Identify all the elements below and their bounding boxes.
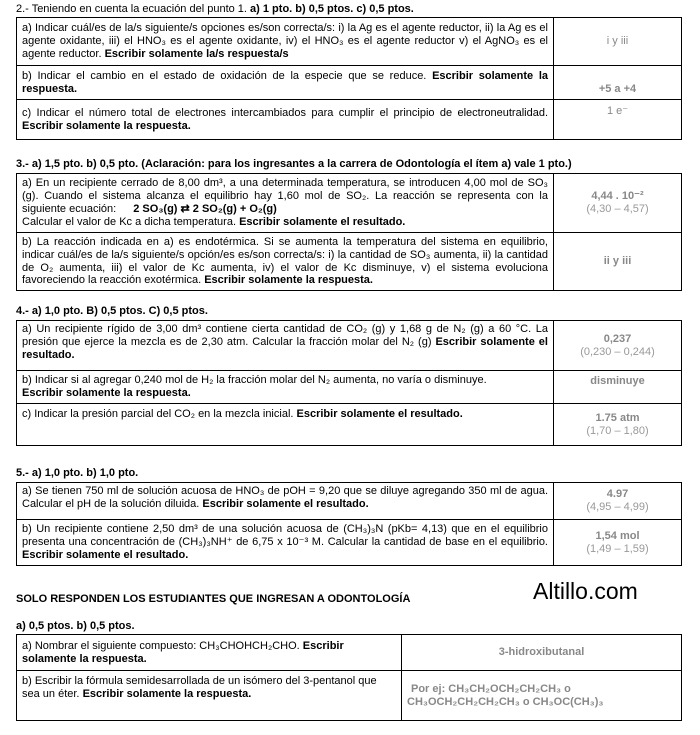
q2-a-question: a) Indicar cuál/es de la/s siguiente/s opciones es/son correcta/s: i) la Ag es el agente reductor, ii) la Ag es el agente oxidante, iii) el HNO₃ es el agente oxidante, iv) el HNO₃ es el agente reductor v) el AgNO₃ es el agente reductor. Escribir solamente la/s respuesta/s <box>17 18 554 66</box>
q4-row-a <box>17 321 682 371</box>
q2-b-answer: +5 a +4 <box>554 66 682 100</box>
odonto-title: SOLO RESPONDEN LOS ESTUDIANTES QUE INGRESAN A ODONTOLOGÍA <box>16 593 411 605</box>
q2-row-a <box>17 18 682 66</box>
q4-c-answer: 1.75 atm (1,70 – 1,80) <box>554 404 682 446</box>
q2-header-points: a) 1 pto. b) 0,5 ptos. c) 0,5 ptos. <box>250 3 414 15</box>
q2-c-question: c) Indicar el número total de electrones intercambiados para cumplir el principio de electroneutralidad. Escribir solamente la respuesta. <box>17 100 554 140</box>
q4-a-answer: 0,237 (0,230 – 0,244) <box>554 321 682 371</box>
odonto-a-answer: 3-hidroxibutanal <box>402 635 682 671</box>
q5-b-answer: 1,54 mol (1,49 – 1,59) <box>554 520 682 566</box>
q4-c-question: c) Indicar la presión parcial del CO₂ en la mezcla inicial. Escribir solamente el resultado. <box>17 404 554 446</box>
odonto-row-b <box>17 671 682 721</box>
q4-row-b <box>17 371 682 404</box>
odonto-b-answer: Por ej: CH₃CH₂OCH₂CH₂CH₃ o CH₃OCH₂CH₂CH₂CH₃ o CH₃OC(CH₃)₃ <box>402 671 682 721</box>
q3-table <box>16 173 682 291</box>
brand-watermark: Altillo.com <box>533 578 638 604</box>
q4-b-answer: disminuye <box>554 371 682 404</box>
q4-header: 4.- a) 1,0 pto. B) 0,5 ptos. C) 0,5 ptos. <box>16 305 208 317</box>
q2-b-question: b) Indicar el cambio en el estado de oxidación de la especie que se reduce. Escribir solamente la respuesta. <box>17 66 554 100</box>
q5-table <box>16 482 682 566</box>
q5-a-answer: 4.97 (4,95 – 4,99) <box>554 483 682 520</box>
q2-header <box>16 3 414 16</box>
q4-b-question: b) Indicar si al agregar 0,240 mol de H₂ la fracción molar del N₂ aumenta, no varía o disminuye. Escribir solamente la respuesta. <box>17 371 554 404</box>
q3-a-answer: 4,44 . 10⁻² (4,30 – 4,57) <box>554 174 682 233</box>
q2-c-answer: 1 e⁻ <box>554 100 682 140</box>
q4-a-question: a) Un recipiente rígido de 3,00 dm³ contiene cierta cantidad de CO₂ (g) y 1,68 g de N₂ (g) a 60 °C. La presión que ejerce la mezcla es de 2,30 atm. Calcular la fracción molar del N₂ (g) Escribir solamente el resultado. <box>17 321 554 371</box>
q5-b-question: b) Un recipiente contiene 2,50 dm³ de una solución acuosa de (CH₃)₃N (pKb= 4,13) que en el equilibrio presenta una concentración de (CH₃)₃NH⁺ de 6,75 x 10⁻³ M. Calcular la cantidad de base en el equilibrio. Escribir solamente el resultado. <box>17 520 554 566</box>
q2-a-answer: i y iii <box>554 18 682 66</box>
q3-row-b <box>17 233 682 291</box>
q5-row-b <box>17 520 682 566</box>
odonto-b-question: b) Escribir la fórmula semidesarrollada de un isómero del 3-pentanol que sea un éter. Escribir solamente la respuesta. <box>17 671 402 721</box>
q2-row-c <box>17 100 682 140</box>
q5-a-question: a) Se tienen 750 ml de solución acuosa de HNO₃ de pOH = 9,20 que se diluye agregando 350 ml de agua. Calcular el pH de la solución diluida. Escribir solamente el resultado. <box>17 483 554 520</box>
q4-table <box>16 320 682 446</box>
q5-header: 5.- a) 1,0 pto. b) 1,0 pto. <box>16 467 139 479</box>
q2-table <box>16 17 682 140</box>
q5-row-a <box>17 483 682 520</box>
odonto-a-question: a) Nombrar el siguiente compuesto: CH₃CHOHCH₂CHO. Escribir solamente la respuesta. <box>17 635 402 671</box>
q2-header-text: 2.- Teniendo en cuenta la ecuación del punto 1. <box>16 3 247 15</box>
q3-header: 3.- a) 1,5 pto. b) 0,5 pto. (Aclaración: para los ingresantes a la carrera de Odontología el ítem a) vale 1 pto.) <box>16 158 572 170</box>
q2-row-b <box>17 66 682 100</box>
q3-b-question: b) La reacción indicada en a) es endotérmica. Si se aumenta la temperatura del sistema en equilibrio, indicar cuál/es de la/s siguiente/s opción/es es/son correcta/s: i) la cantidad de SO₃ aumenta, ii) la cantidad de O₂ aumenta, iii) el valor de Kc aumenta, iv) el valor de Kc disminuye, v) el sistema evoluciona favoreciendo la reacción exotérmica. Escribir solamente la respuesta. <box>17 233 554 291</box>
odonto-header: a) 0,5 ptos. b) 0,5 ptos. <box>16 620 135 632</box>
odonto-table <box>16 634 682 721</box>
q4-row-c <box>17 404 682 446</box>
odonto-row-a <box>17 635 682 671</box>
q3-b-answer: ii y iii <box>554 233 682 291</box>
q3-equation: 2 SO₃(g) ⇄ 2 SO₂(g) + O₂(g) <box>133 203 277 215</box>
q3-a-question: a) En un recipiente cerrado de 8,00 dm³, a una determinada temperatura, se introducen 4,00 mol de SO₃ (g). Cuando el sistema alcanza el equilibrio hay 1,60 mol de SO₂. La reacción se representa con la siguiente ecuación: 2 SO₃(g) ⇄ 2 SO₂(g) + O₂(g) Calcular el valor de Kc a dicha temperatura. Escribir solamente el resultado. <box>17 174 554 233</box>
q3-row-a <box>17 174 682 233</box>
